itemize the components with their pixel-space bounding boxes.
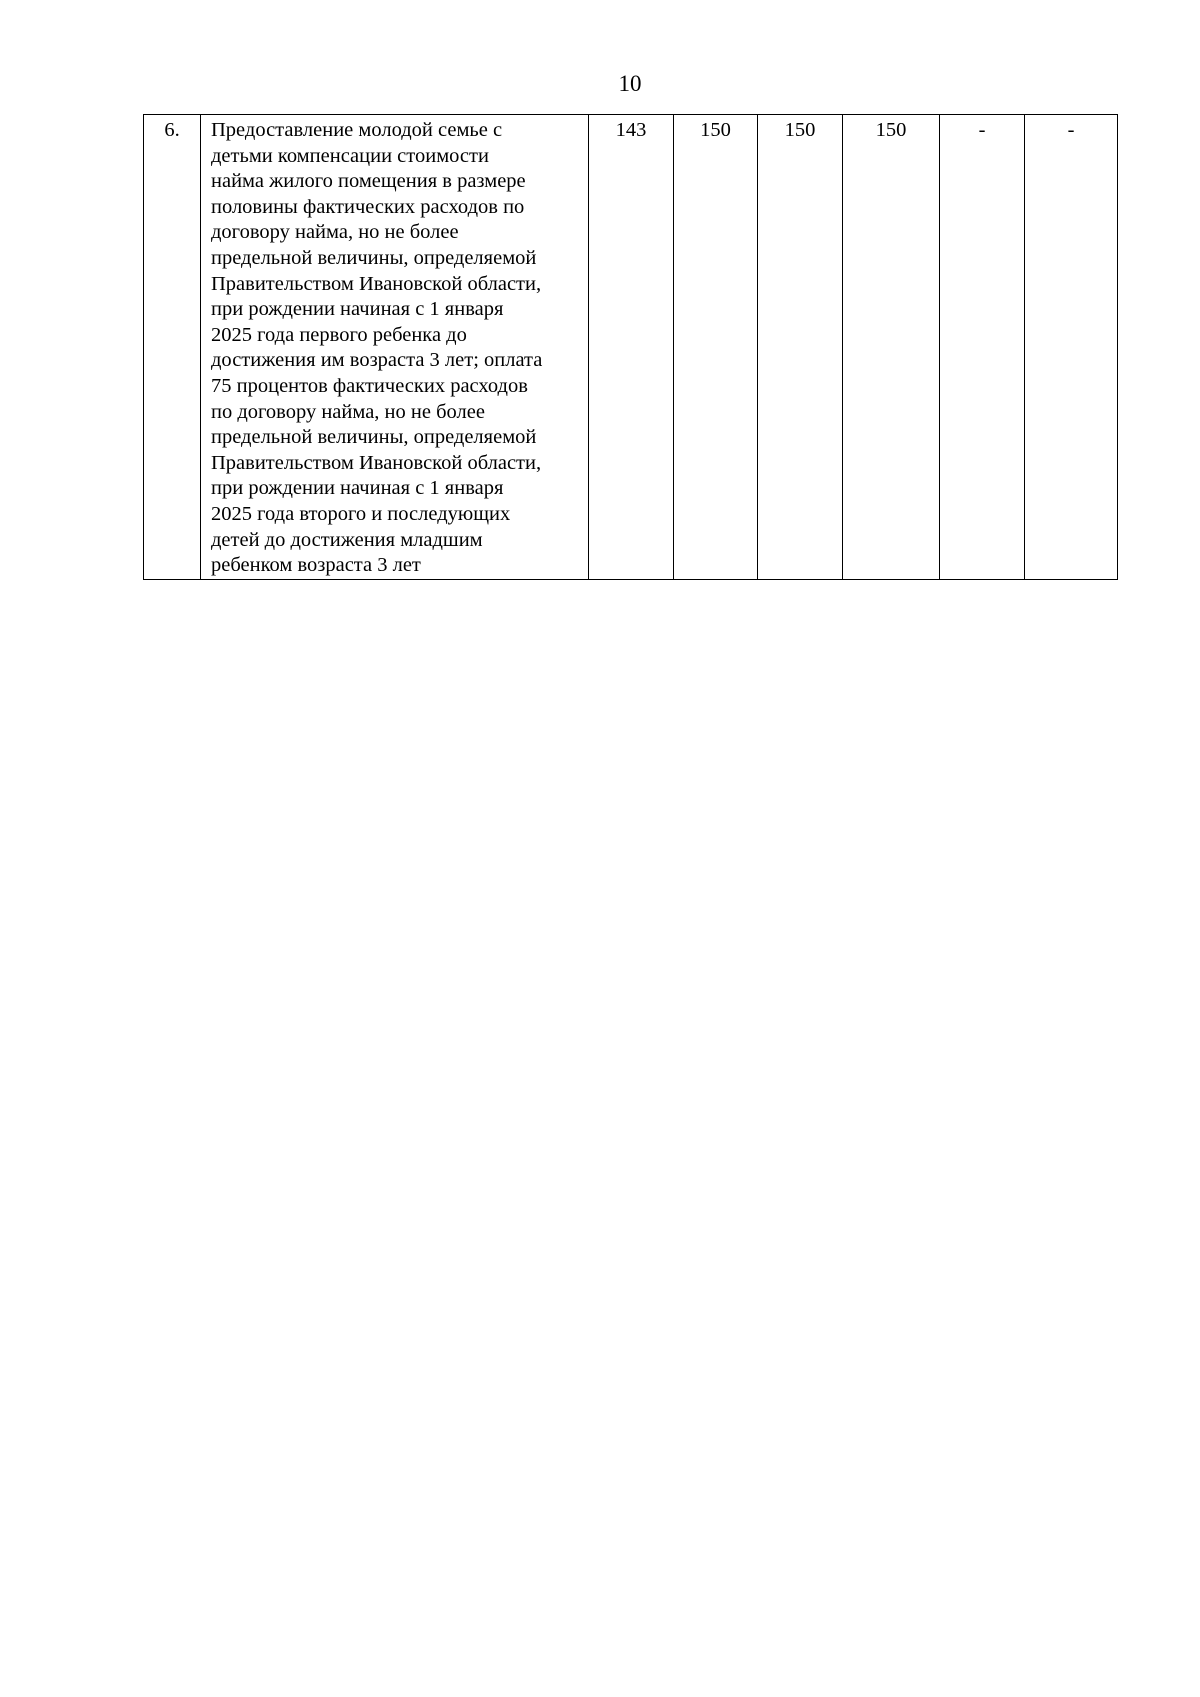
- description-line: Предоставление молодой семье с: [211, 119, 503, 141]
- value-cell-4: 150: [843, 115, 940, 580]
- row-number-cell: 6.: [144, 115, 201, 580]
- row-description-cell: [201, 115, 589, 580]
- description-line: ребенком возраста 3 лет: [211, 554, 421, 577]
- description-line: по договору найма, но не более: [211, 400, 485, 423]
- description-line: при рождении начиная с 1 января: [211, 477, 504, 500]
- value-cell-6: -: [1025, 115, 1118, 580]
- description-line: 75 процентов фактических расходов: [211, 374, 528, 397]
- description-line: предельной величины, определяемой: [211, 426, 537, 449]
- value-cell-3: 150: [758, 115, 843, 580]
- description-line: 2025 года первого ребенка до: [211, 323, 467, 346]
- description-line: 2025 года второго и последующих: [211, 502, 511, 525]
- description-line: Правительством Ивановской области,: [211, 272, 542, 295]
- data-table: [143, 114, 1118, 580]
- description-line: предельной величины, определяемой: [211, 246, 537, 269]
- value-cell-1: 143: [589, 115, 674, 580]
- value-cell-5: -: [940, 115, 1025, 580]
- description-line: детьми компенсации стоимости: [211, 144, 489, 167]
- value-cell-2: 150: [674, 115, 758, 580]
- description-line: договору найма, но не более: [211, 221, 459, 244]
- description-line: Правительством Ивановской области,: [211, 451, 542, 474]
- description-line: половины фактических расходов по: [211, 195, 525, 218]
- description-line: детей до достижения младшим: [211, 528, 483, 551]
- description-line: при рождении начиная с 1 января: [211, 298, 504, 321]
- description-line: достижения им возраста 3 лет; оплата: [211, 349, 543, 372]
- description-line: найма жилого помещения в размере: [211, 170, 526, 193]
- table-row: [144, 115, 1118, 580]
- page-number: 10: [618, 71, 642, 96]
